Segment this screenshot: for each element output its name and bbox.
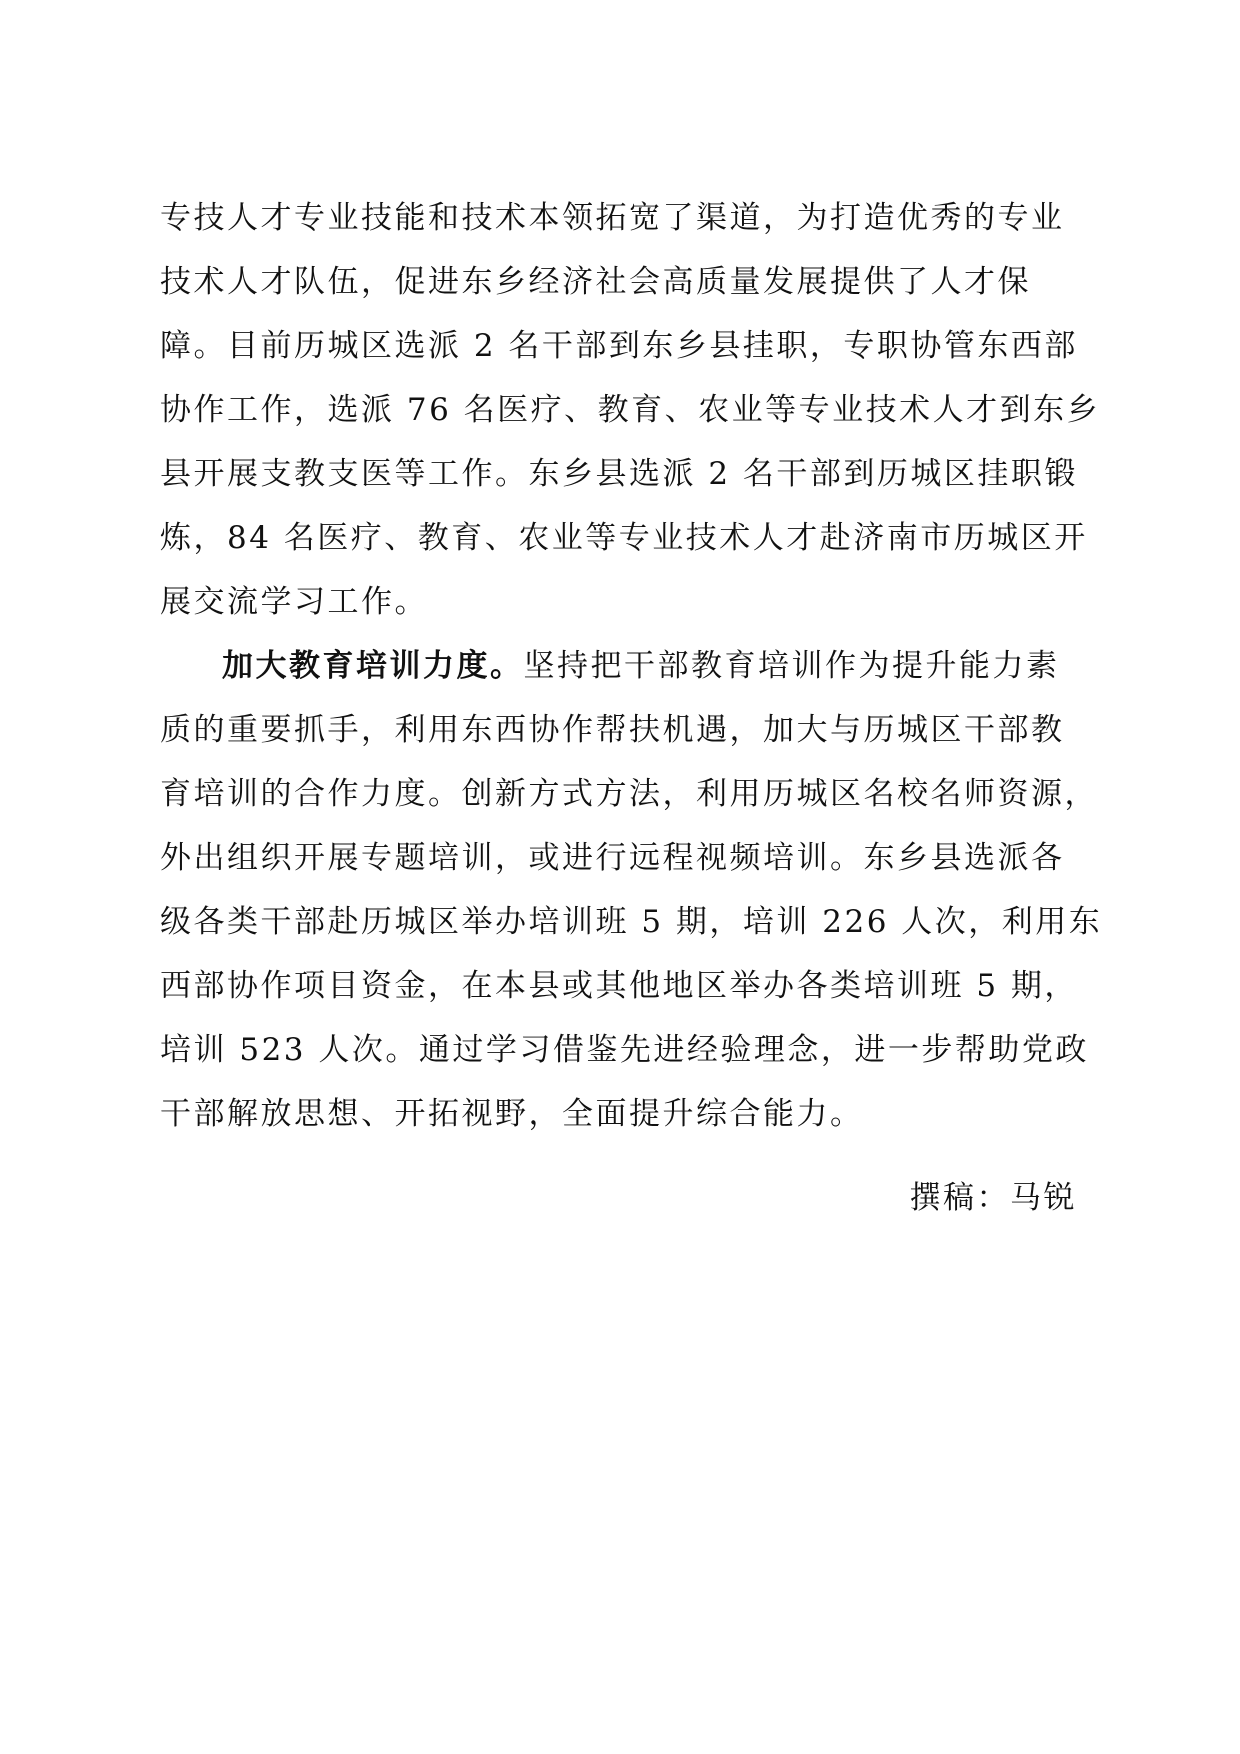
paragraph-line: 县开展支教支医等工作。东乡县选派 2 名干部到历城区挂职锻: [160, 456, 1078, 492]
paragraph-line: 质的重要抓手，利用东西协作帮扶机遇，加大与历城区干部教: [160, 712, 1065, 748]
paragraph-line: 炼，84 名医疗、教育、农业等专业技术人才赴济南市历城区开: [160, 520, 1088, 556]
document-body: [160, 186, 1103, 1146]
paragraph-line: 专技人才专业技能和技术本领拓宽了渠道，为打造优秀的专业: [160, 200, 1065, 236]
paragraph-line: 西部协作项目资金，在本县或其他地区举办各类培训班 5 期，: [160, 968, 1078, 1004]
paragraph-education-training: [160, 634, 1103, 1146]
paragraph-line: 外出组织开展专题培训，或进行远程视频培训。东乡县选派各: [160, 840, 1065, 876]
paragraph-line: 培训 523 人次。通过学习借鉴先进经验理念，进一步帮助党政: [160, 1032, 1089, 1068]
paragraph-line: 育培训的合作力度。创新方式方法，利用历城区名校名师资源，: [160, 776, 1098, 812]
author-signature: 撰稿：马锐: [909, 1180, 1077, 1216]
paragraph-talent-exchange: [160, 186, 1101, 634]
paragraph-line: 协作工作，选派 76 名医疗、教育、农业等专业技术人才到东乡: [160, 392, 1101, 428]
paragraph-first-line-text: 坚持把干部教育培训作为提升能力素: [523, 648, 1060, 684]
section-heading: 加大教育培训力度。: [222, 648, 524, 684]
paragraph-line: 障。目前历城区选派 2 名干部到东乡县挂职，专职协管东西部: [160, 328, 1078, 364]
paragraph-line: 展交流学习工作。: [160, 584, 428, 620]
paragraph-line: 技术人才队伍，促进东乡经济社会高质量发展提供了人才保: [160, 264, 1031, 300]
paragraph-line: 级各类干部赴历城区举办培训班 5 期，培训 226 人次，利用东: [160, 904, 1103, 940]
paragraph-line: 干部解放思想、开拓视野，全面提升综合能力。: [160, 1096, 864, 1132]
paragraph-first-line: [160, 634, 1080, 698]
